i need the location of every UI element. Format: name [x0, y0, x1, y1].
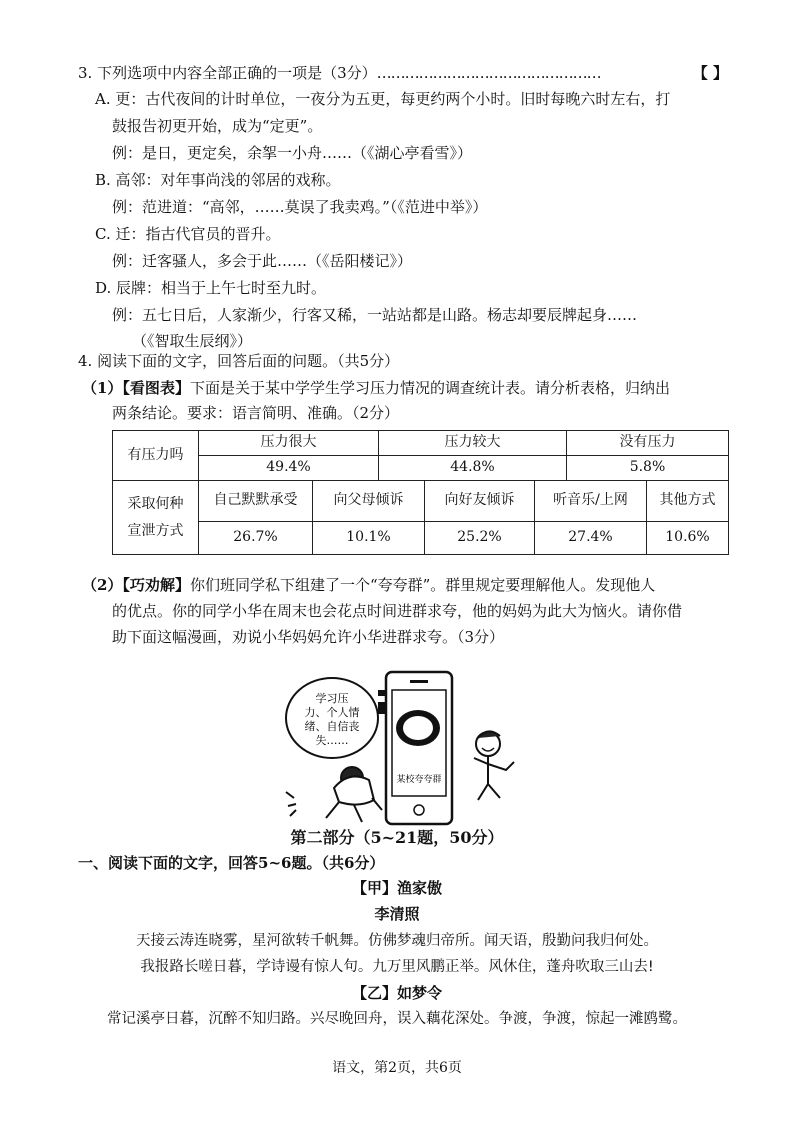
- vent-value-music: 27.4%: [535, 522, 647, 555]
- bubble-line-4: 失……: [315, 734, 349, 747]
- pressure-value-none: 5.8%: [567, 456, 729, 481]
- q3-option-a-example: 例：是日，更定矣，余挐一小舟……（《湖心亭看雪》）: [112, 144, 473, 162]
- table-row: [113, 522, 729, 555]
- pressure-label-high: 压力较大: [379, 431, 567, 456]
- bubble-line-3: 绪、自信丧: [304, 720, 360, 733]
- poem-jia-line-2: 我报路长嗟日暮，学诗谩有惊人句。九万里风鹏正举。风休住，蓬舟吹取三山去!: [140, 959, 654, 975]
- q4-part1-cont: 两条结论。要求：语言简明、准确。（2分）: [112, 404, 400, 422]
- q3-option-d-example: 例：五七日后，人家渐少，行客又稀，一站站都是山路。杨志却要辰牌起身……: [112, 306, 638, 324]
- bubble-line-2: 力、个人情: [304, 706, 360, 719]
- vent-row-header: [113, 481, 199, 555]
- q4-part2-cont: 的优点。你的同学小华在周末也会花点时间进群求夸，他的妈妈为此大为恼火。请你借: [112, 602, 683, 620]
- happy-student-figure: [474, 731, 514, 800]
- poem-jia-title: 【甲】渔家傲: [351, 879, 442, 897]
- vent-label-self: 自己默默承受: [199, 481, 313, 522]
- q3-answer-bracket: 【 】: [692, 64, 728, 82]
- q4-part2-cont2: 助下面这幅漫画，劝说小华妈妈允许小华进群求夸。（3分）: [112, 628, 505, 646]
- q4-part1-label: （1）【看图表】: [82, 379, 190, 397]
- stress-survey-table: [112, 430, 729, 555]
- q3-stem: [78, 62, 728, 85]
- q3-option-c: C. 迁：指古代官员的晋升。: [95, 225, 281, 243]
- q4-part2: [82, 574, 655, 597]
- pressure-value-very-high: 49.4%: [199, 456, 379, 481]
- pressure-value-high: 44.8%: [379, 456, 567, 481]
- vent-label-friends: 向好友倾诉: [425, 481, 535, 522]
- part2-heading: 第二部分（5~21题，50分）: [290, 828, 504, 847]
- q3-option-b-example: 例：范进道：“高邻，……莫误了我卖鸡。”（《范进中举》）: [112, 198, 488, 216]
- poem-yi-line-1: 常记溪亭日暮，沉醉不知归路。兴尽晚回舟，误入藕花深处。争渡，争渡，惊起一滩鸥鹭。: [107, 1011, 687, 1027]
- vent-label-music: 听音乐/上网: [535, 481, 647, 522]
- vent-row-header-line1: 采取何种: [127, 495, 184, 512]
- vent-value-parents: 10.1%: [313, 522, 425, 555]
- q4-part1: [82, 377, 670, 400]
- vent-value-friends: 25.2%: [425, 522, 535, 555]
- q3-option-d: D. 辰牌：相当于上午七时至九时。: [95, 279, 327, 297]
- q4-part1-text: 下面是关于某中学学生学习压力情况的调查统计表。请分析表格，归纳出: [189, 379, 670, 397]
- q3-option-d-example-source: （《智取生辰纲》）: [132, 332, 253, 350]
- q4-part2-text: 你们班同学私下组建了一个“夸夸群”。群里规定要理解他人。发现他人: [189, 576, 656, 594]
- vent-label-other: 其他方式: [647, 481, 729, 522]
- vent-label-parents: 向父母倾诉: [313, 481, 425, 522]
- poem-jia-author: 李清照: [374, 905, 420, 923]
- burdened-student-figure: [286, 767, 382, 822]
- cartoon-illustration: [274, 660, 544, 830]
- poem-jia-line-1: 天接云涛连晓雾，星河欲转千帆舞。仿佛梦魂归帝所。闻天语，殷勤问我归何处。: [136, 933, 658, 949]
- q3-option-a-cont: 鼓报告初更开始，成为“定更”。: [112, 117, 323, 135]
- q3-option-b: B. 高邻：对年事尚浅的邻居的戏称。: [95, 171, 341, 189]
- pressure-label-none: 没有压力: [567, 431, 729, 456]
- q3-stem-text: 3. 下列选项中内容全部正确的一项是（3分）: [78, 64, 377, 82]
- vent-row-header-line2: 宣泄方式: [127, 522, 184, 539]
- pressure-bubble: [286, 678, 378, 758]
- table-row: [113, 456, 729, 481]
- q3-dots: …………………………………………: [376, 64, 601, 82]
- phone-group-name: 某校夸夸群: [396, 775, 442, 785]
- q3-option-a: A. 更：古代夜间的计时单位，一夜分为五更，每更约两个小时。旧时每晚六时左右，打: [95, 90, 671, 108]
- poem-yi-title: 【乙】如梦令: [351, 984, 442, 1002]
- pressure-label-very-high: 压力很大: [199, 431, 379, 456]
- vent-value-self: 26.7%: [199, 522, 313, 555]
- q4-stem: 4. 阅读下面的文字，回答后面的问题。（共5分）: [78, 352, 400, 370]
- q4-part2-label: （2）【巧劝解】: [82, 576, 190, 594]
- page-footer: 语文，第2页，共6页: [332, 1060, 462, 1076]
- pressure-row-header: 有压力吗: [113, 431, 199, 481]
- section1-instruction: 一、阅读下面的文字，回答5~6题。（共6分）: [78, 854, 385, 872]
- phone-illustration: [378, 672, 452, 824]
- table-row: [113, 481, 729, 522]
- table-row: [113, 431, 729, 456]
- vent-value-other: 10.6%: [647, 522, 729, 555]
- bubble-line-1: 学习压: [315, 692, 349, 705]
- q3-option-c-example: 例：迁客骚人，多会于此……（《岳阳楼记》）: [112, 252, 413, 270]
